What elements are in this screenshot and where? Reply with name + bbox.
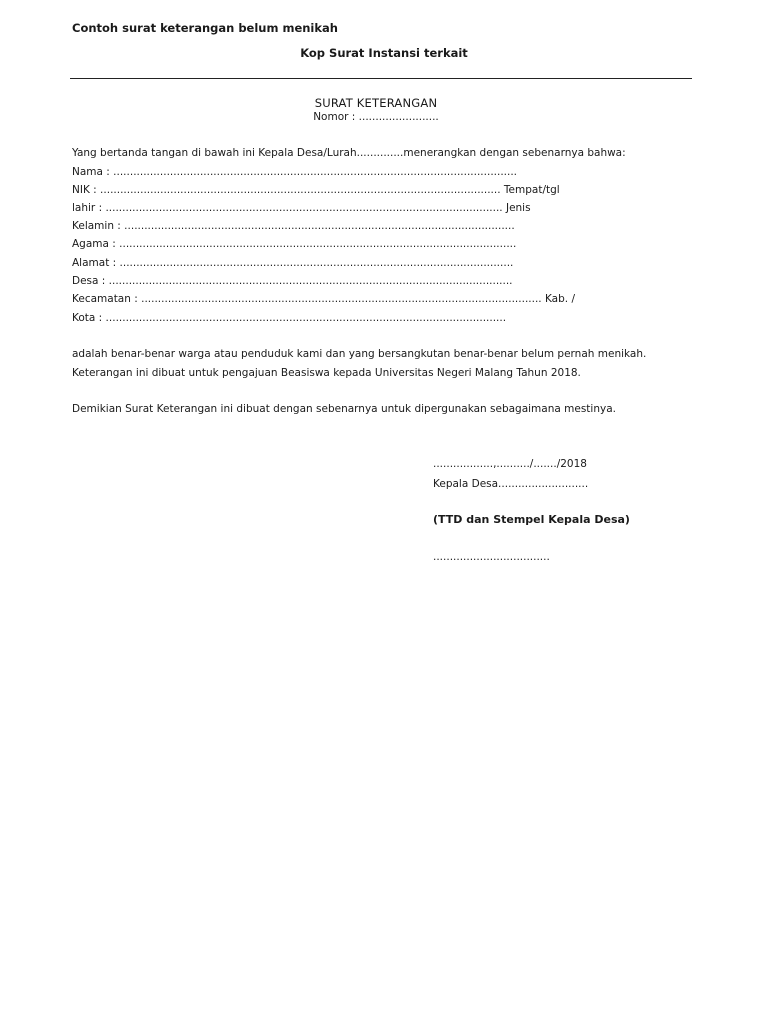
field-line: NIK : ........................................................................................................................ Tempat/tgl (72, 184, 560, 196)
field-line: Agama : ....................................................................................................................... (72, 238, 517, 250)
signature-stamp-note: (TTD dan Stempel Kepala Desa) (433, 513, 630, 526)
signature-date: ..................,........../......./2018 (433, 458, 587, 470)
letter-number: Nomor : ........................ (313, 111, 439, 123)
field-line: Desa : ......................................................................................................................... (72, 275, 513, 287)
letterhead-placeholder: Kop Surat Instansi terkait (300, 46, 468, 60)
field-line: Kelamin : ..................................................................................................................... (72, 220, 515, 232)
field-line: Kota : ........................................................................................................................ (72, 312, 507, 324)
document-caption: Contoh surat keterangan belum menikah (72, 21, 338, 35)
letter-title: SURAT KETERANGAN (314, 96, 438, 110)
statement-paragraph: adalah benar-benar warga atau penduduk kami dan yang bersangkutan benar-benar belum pernah menikah. (72, 348, 647, 360)
purpose-paragraph: Keterangan ini dibuat untuk pengajuan Beasiswa kepada Universitas Negeri Malang Tahun 2018. (72, 367, 581, 379)
field-line: Alamat : ...................................................................................................................... (72, 257, 514, 269)
field-line: lahir : ....................................................................................................................... Jenis (72, 202, 531, 214)
field-line: Nama : ......................................................................................................................... (72, 166, 518, 178)
intro-paragraph: Yang bertanda tangan di bawah ini Kepala Desa/Lurah..............menerangkan dengan sebenarnya bahwa: (72, 147, 626, 159)
field-line: Kecamatan : ........................................................................................................................ Kab. / (72, 293, 575, 305)
letterhead-divider (70, 78, 692, 79)
signature-position: Kepala Desa........................... (433, 478, 589, 490)
closing-paragraph: Demikian Surat Keterangan ini dibuat dengan sebenarnya untuk dipergunakan sebagaimana mestinya. (72, 403, 616, 415)
signature-name-line: ................................... (433, 551, 550, 563)
